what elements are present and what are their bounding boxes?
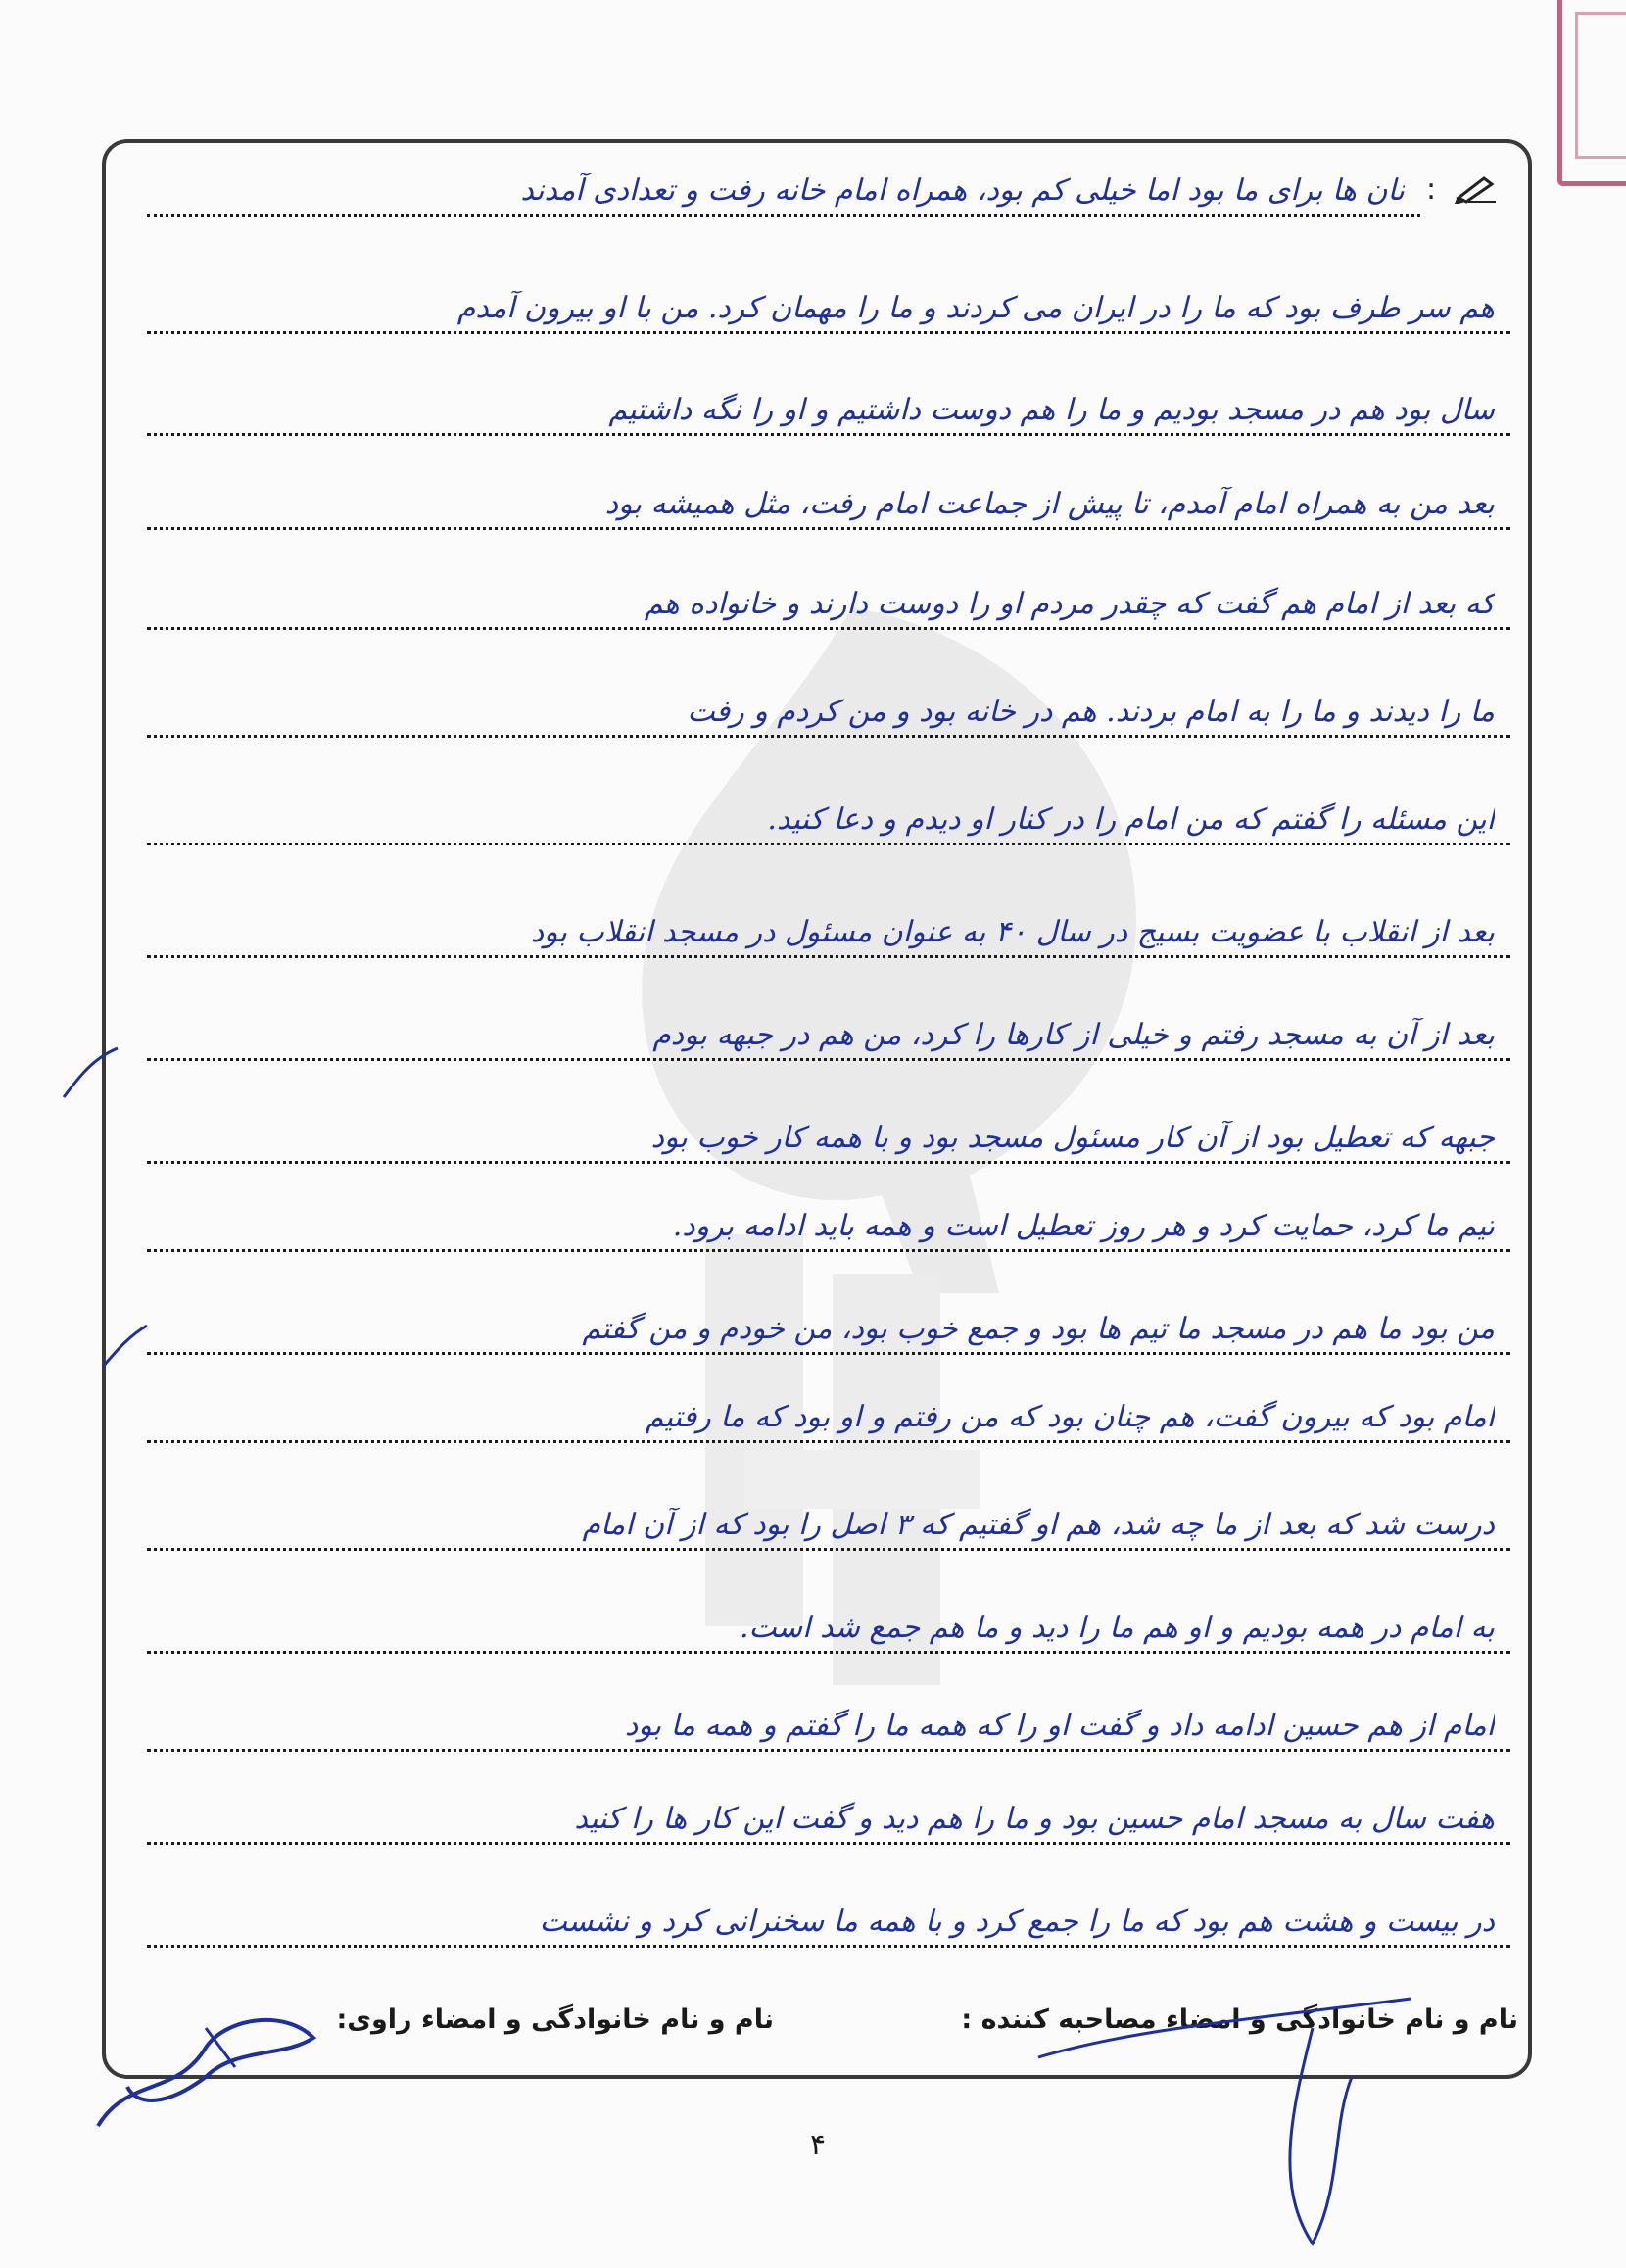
handwriting-text: امام از هم حسین ادامه داد و گفت او را که همه ما را گفتم و همه ما بود <box>624 1709 1495 1743</box>
writing-line <box>147 272 1510 334</box>
colon-mark: : <box>1426 172 1437 207</box>
writing-line <box>147 374 1510 436</box>
page-number: ۴ <box>809 2128 827 2162</box>
handwriting-text: بعد از آن به مسجد رفتم و خیلی از کارها را کرد، من هم در جبهه بودم <box>652 1018 1495 1052</box>
handwriting-text: هم سر طرف بود که ما را در ایران می کردند و ما را مهمان کرد. من با او بیرون آمدم <box>456 291 1495 325</box>
writing-line <box>147 1102 1510 1164</box>
writing-line <box>147 1886 1510 1948</box>
handwriting-text: سال بود هم در مسجد بودیم و ما را هم دوست داشتیم و او را نگه داشتیم <box>608 393 1495 427</box>
interviewer-signature <box>1019 1989 1430 2263</box>
handwriting-text: که بعد از امام هم گفت که چقدر مردم او را دوست دارند و خانواده هم <box>644 587 1495 621</box>
handwriting-text: تیم ما کرد، حمایت کرد و هر روز تعطیل است و همه باید ادامه برود. <box>672 1209 1495 1243</box>
writing-line <box>147 468 1510 530</box>
writing-line <box>147 999 1510 1061</box>
writing-line <box>147 676 1510 738</box>
writing-line <box>147 784 1510 845</box>
writing-line <box>147 1293 1510 1355</box>
writing-line <box>147 1381 1510 1443</box>
narrator-signature <box>59 1989 353 2146</box>
handwriting-text: درست شد که بعد از ما چه شد، هم او گفتیم که ۳ اصل را بود که از آن امام <box>582 1508 1495 1542</box>
handwriting-text: ما را دیدند و ما را به امام بردند. هم در خانه بود و من کردم و رفت <box>687 695 1495 729</box>
margin-ink-mark <box>98 1318 157 1376</box>
writing-line <box>147 896 1510 958</box>
writing-line <box>147 1690 1510 1752</box>
writing-line <box>147 1592 1510 1654</box>
handwriting-text: نان ها برای ما بود اما خیلی کم بود، همراه امام خانه رفت و تعدادی آمدند <box>520 173 1405 208</box>
handwriting-text: جبهه که تعطیل بود از آن کار مسئول مسجد بود و با همه کار خوب بود <box>650 1121 1495 1155</box>
handwriting-text: بعد من به همراه امام آمدم، تا پیش از جماعت امام رفت، مثل همیشه بود <box>604 487 1495 521</box>
handwriting-text: در بیست و هشت هم بود که ما را جمع کرد و با همه ما سخنرانی کرد و نشست <box>539 1905 1495 1939</box>
writing-line <box>147 1190 1510 1252</box>
handwriting-text: هفت سال به مسجد امام حسین بود و ما را هم دید و گفت این کار ها را کنید <box>574 1802 1495 1836</box>
writing-line <box>147 155 1420 217</box>
interviewer-signature-label: نام و نام خانوادگی و امضاء مصاحبه کننده : <box>961 2004 1518 2035</box>
handwriting-text: به امام در همه بودیم و او هم ما را دید و ما هم جمع شد است. <box>739 1611 1495 1645</box>
handwriting-text: بعد از انقلاب با عضویت بسیج در سال ۴۰ به عنوان مسئول در مسجد انقلاب بود <box>530 915 1495 949</box>
handwriting-text: این مسئله را گفتم که من امام را در کنار او دیدم و دعا کنید. <box>767 802 1495 837</box>
writing-line <box>147 568 1510 630</box>
handwriting-text: من بود ما هم در مسجد ما تیم ها بود و جمع خوب بود، من خودم و من گفتم <box>582 1312 1495 1346</box>
pen-icon <box>1455 172 1498 204</box>
writing-line <box>147 1489 1510 1551</box>
red-stamp-inner <box>1575 12 1626 159</box>
narrator-signature-label: نام و نام خانوادگی و امضاء راوی: <box>336 2004 774 2035</box>
handwriting-text: امام بود که بیرون گفت، هم چنان بود که من رفتم و او بود که ما رفتیم <box>645 1400 1495 1434</box>
margin-ink-mark <box>59 1038 127 1107</box>
writing-line <box>147 1783 1510 1845</box>
